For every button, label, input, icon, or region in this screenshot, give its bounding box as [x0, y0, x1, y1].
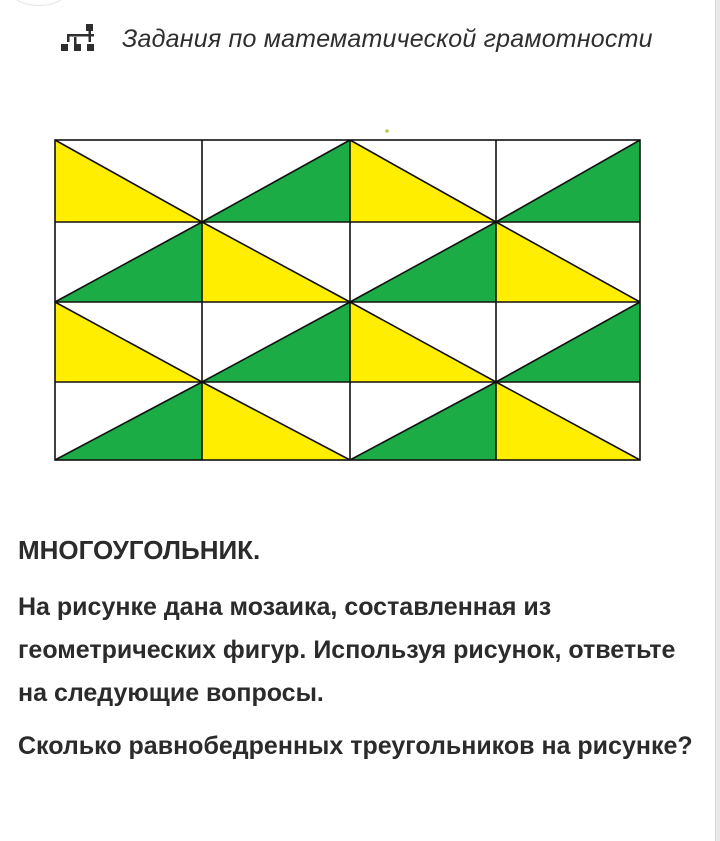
task-heading: МНОГОУГОЛЬНИК.	[18, 535, 261, 565]
sitemap-icon	[58, 22, 96, 56]
stray-dot	[385, 129, 389, 133]
task-question: Сколько равнобедренных треугольников на рисунке?	[18, 732, 693, 760]
task-text	[18, 530, 708, 778]
header	[58, 22, 653, 56]
header-title: Задания по математической грамотности	[122, 24, 653, 53]
task-description: На рисунке дана мозаика, составленная из геометрических фигур. Используя рисунок, ответьте на следующие вопросы.	[18, 593, 676, 707]
top-avatar-edge	[10, 0, 68, 6]
mosaic-figure	[40, 122, 660, 477]
